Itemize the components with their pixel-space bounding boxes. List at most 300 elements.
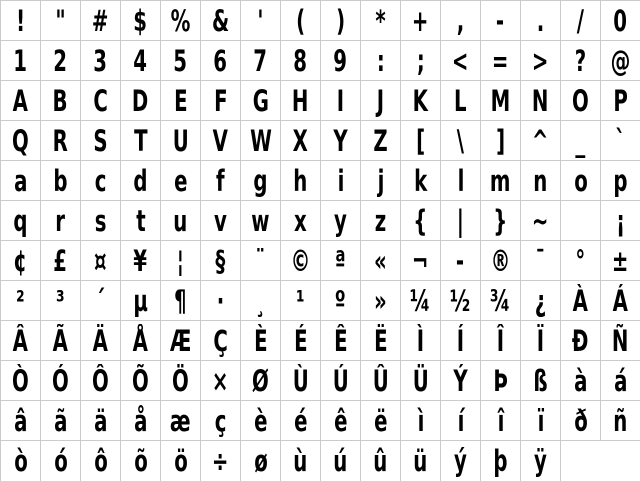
glyph: % — [170, 3, 191, 38]
glyph: Ê — [333, 323, 348, 358]
glyph-cell[interactable] — [361, 361, 401, 401]
glyph-cell[interactable] — [521, 241, 561, 281]
glyph-cell[interactable] — [41, 401, 81, 441]
glyph: ? — [574, 43, 587, 78]
glyph-cell[interactable] — [1, 321, 41, 361]
glyph: ¨ — [255, 243, 266, 278]
glyph-cell[interactable] — [161, 241, 201, 281]
glyph: | — [456, 203, 465, 238]
glyph-cell[interactable] — [481, 401, 521, 441]
glyph-cell[interactable] — [401, 41, 441, 81]
glyph: 6 — [213, 43, 228, 78]
glyph-cell[interactable] — [201, 161, 241, 201]
glyph-cell[interactable] — [161, 201, 201, 241]
glyph: ] — [495, 123, 506, 158]
glyph: 5 — [173, 43, 188, 78]
glyph-cell[interactable] — [41, 41, 81, 81]
glyph-cell[interactable] — [601, 161, 640, 201]
glyph-cell[interactable] — [481, 241, 521, 281]
glyph: Í — [456, 323, 465, 358]
glyph: é — [293, 403, 308, 438]
glyph: x — [294, 203, 307, 238]
glyph-cell[interactable] — [81, 41, 121, 81]
glyph: ê — [333, 403, 348, 438]
glyph-cell[interactable] — [81, 241, 121, 281]
glyph-cell[interactable] — [561, 121, 601, 161]
glyph-cell[interactable] — [241, 41, 281, 81]
glyph-cell[interactable] — [361, 121, 401, 161]
glyph: õ — [133, 444, 148, 478]
glyph-cell[interactable] — [361, 161, 401, 201]
glyph-cell[interactable] — [81, 321, 121, 361]
glyph: » — [374, 283, 387, 318]
glyph-cell[interactable] — [201, 441, 241, 481]
glyph-cell[interactable] — [201, 281, 241, 321]
glyph: Ò — [12, 363, 29, 398]
glyph-cell[interactable] — [601, 241, 640, 281]
glyph-cell[interactable] — [121, 121, 161, 161]
glyph-cell[interactable] — [281, 401, 321, 441]
glyph-cell[interactable] — [41, 121, 81, 161]
glyph: B — [52, 83, 69, 118]
glyph: ° — [575, 243, 586, 278]
glyph-cell[interactable] — [121, 441, 161, 481]
glyph-cell[interactable] — [1, 121, 41, 161]
glyph-cell[interactable] — [41, 361, 81, 401]
glyph: ¥ — [133, 243, 148, 278]
glyph-cell[interactable] — [361, 281, 401, 321]
glyph: Ç — [213, 323, 228, 358]
glyph-cell[interactable] — [81, 441, 121, 481]
glyph: × — [212, 363, 229, 398]
glyph-cell[interactable] — [241, 161, 281, 201]
char-row — [1, 281, 640, 321]
glyph-cell[interactable] — [441, 1, 481, 41]
glyph-cell[interactable] — [241, 321, 281, 361]
glyph: Ö — [172, 363, 189, 398]
glyph-cell[interactable] — [521, 361, 561, 401]
glyph: [ — [415, 123, 426, 158]
glyph: â — [13, 403, 28, 438]
glyph: } — [493, 203, 508, 238]
glyph-cell[interactable] — [241, 121, 281, 161]
glyph-cell[interactable] — [321, 361, 361, 401]
glyph-cell[interactable] — [281, 361, 321, 401]
glyph-cell[interactable] — [561, 401, 601, 441]
glyph: í — [457, 403, 464, 438]
glyph-cell[interactable] — [361, 1, 401, 41]
glyph-cell[interactable] — [241, 241, 281, 281]
glyph-cell[interactable] — [401, 161, 441, 201]
glyph-cell[interactable] — [521, 41, 561, 81]
glyph-cell[interactable] — [41, 241, 81, 281]
glyph-cell[interactable] — [321, 201, 361, 241]
glyph-cell[interactable] — [281, 161, 321, 201]
glyph-cell[interactable] — [321, 441, 361, 481]
glyph-cell[interactable] — [601, 361, 640, 401]
glyph-cell[interactable] — [201, 241, 241, 281]
glyph: H — [292, 83, 309, 118]
glyph-cell[interactable] — [321, 321, 361, 361]
glyph-cell[interactable] — [81, 281, 121, 321]
glyph: À — [572, 283, 589, 318]
glyph: F — [213, 83, 228, 118]
glyph: 4 — [133, 43, 148, 78]
glyph-cell[interactable] — [401, 81, 441, 121]
glyph-cell[interactable] — [201, 1, 241, 41]
glyph: M — [490, 83, 511, 118]
glyph-cell[interactable] — [121, 241, 161, 281]
glyph-cell[interactable] — [481, 41, 521, 81]
glyph-cell[interactable] — [561, 161, 601, 201]
glyph-cell[interactable] — [561, 281, 601, 321]
glyph-cell[interactable] — [281, 41, 321, 81]
glyph-cell[interactable] — [481, 161, 521, 201]
char-row — [1, 321, 640, 361]
glyph: ¬ — [412, 243, 429, 278]
glyph: ï — [537, 403, 544, 438]
glyph: æ — [170, 403, 191, 438]
glyph: S — [93, 123, 108, 158]
glyph-cell[interactable] — [561, 361, 601, 401]
glyph-cell[interactable] — [1, 41, 41, 81]
glyph-cell[interactable] — [121, 1, 161, 41]
glyph: G — [252, 83, 269, 118]
glyph-cell[interactable] — [601, 321, 640, 361]
glyph: ã — [53, 403, 68, 438]
glyph-cell[interactable] — [241, 401, 281, 441]
glyph-cell[interactable] — [1, 241, 41, 281]
glyph-cell[interactable] — [441, 321, 481, 361]
glyph: Õ — [132, 363, 149, 398]
glyph: å — [133, 403, 148, 438]
glyph-cell[interactable] — [161, 161, 201, 201]
glyph: 3 — [93, 43, 108, 78]
glyph-cell[interactable] — [441, 161, 481, 201]
glyph-cell[interactable] — [521, 401, 561, 441]
glyph-cell[interactable] — [601, 81, 640, 121]
glyph: ¦ — [176, 243, 185, 278]
glyph-cell[interactable] — [81, 81, 121, 121]
glyph: j — [377, 163, 384, 198]
glyph: & — [211, 3, 230, 38]
glyph-cell[interactable] — [161, 121, 201, 161]
char-row — [1, 441, 640, 481]
glyph: ' — [257, 3, 264, 38]
glyph-cell[interactable] — [361, 41, 401, 81]
glyph-cell[interactable] — [241, 361, 281, 401]
glyph-cell[interactable] — [81, 201, 121, 241]
glyph-cell[interactable] — [41, 161, 81, 201]
glyph-cell[interactable] — [281, 81, 321, 121]
glyph-cell[interactable] — [121, 81, 161, 121]
glyph: > — [532, 43, 549, 78]
glyph: þ — [493, 444, 508, 478]
glyph-cell[interactable] — [281, 241, 321, 281]
glyph-cell[interactable] — [481, 441, 521, 481]
glyph-cell[interactable] — [241, 201, 281, 241]
glyph: Ü — [412, 363, 429, 398]
glyph-cell[interactable] — [121, 41, 161, 81]
char-row — [1, 401, 640, 441]
glyph-cell[interactable] — [441, 121, 481, 161]
glyph: t — [135, 203, 146, 238]
glyph-cell[interactable] — [401, 201, 441, 241]
glyph-cell[interactable] — [441, 401, 481, 441]
char-row — [1, 361, 640, 401]
glyph: P — [613, 83, 628, 118]
glyph-cell[interactable] — [401, 281, 441, 321]
glyph-cell[interactable] — [601, 281, 640, 321]
glyph-cell[interactable] — [1, 201, 41, 241]
glyph-cell[interactable] — [161, 361, 201, 401]
glyph-cell[interactable] — [81, 1, 121, 41]
glyph-cell[interactable] — [321, 41, 361, 81]
glyph-cell[interactable] — [1, 81, 41, 121]
glyph: $ — [133, 3, 148, 38]
glyph-cell[interactable] — [521, 161, 561, 201]
glyph-cell[interactable] — [481, 201, 521, 241]
glyph-cell[interactable] — [201, 41, 241, 81]
glyph-cell[interactable] — [241, 1, 281, 41]
glyph-cell[interactable] — [161, 1, 201, 41]
glyph-cell[interactable] — [361, 401, 401, 441]
glyph-cell[interactable] — [201, 121, 241, 161]
glyph: r — [55, 203, 66, 238]
glyph-cell[interactable] — [41, 441, 81, 481]
glyph: X — [292, 123, 309, 158]
glyph: q — [13, 203, 28, 238]
glyph: û — [373, 444, 388, 478]
glyph-cell[interactable] — [241, 281, 281, 321]
glyph-cell[interactable] — [521, 441, 561, 481]
glyph-cell[interactable] — [401, 361, 441, 401]
char-row — [1, 41, 640, 81]
glyph-cell[interactable] — [521, 281, 561, 321]
glyph: á — [613, 363, 628, 398]
glyph-cell[interactable] — [401, 241, 441, 281]
glyph: 9 — [333, 43, 348, 78]
glyph: D — [132, 83, 149, 118]
glyph-cell[interactable] — [161, 81, 201, 121]
glyph-cell[interactable] — [121, 321, 161, 361]
glyph-cell[interactable] — [601, 121, 640, 161]
glyph-cell[interactable] — [561, 81, 601, 121]
glyph: J — [376, 83, 385, 118]
glyph: µ — [133, 283, 148, 318]
glyph-cell[interactable] — [121, 161, 161, 201]
glyph-cell[interactable] — [361, 241, 401, 281]
glyph: < — [452, 43, 469, 78]
glyph-cell[interactable] — [601, 201, 640, 241]
glyph: Ù — [292, 363, 309, 398]
glyph-cell[interactable] — [401, 401, 441, 441]
glyph: # — [92, 3, 109, 38]
glyph-cell[interactable] — [321, 121, 361, 161]
glyph-cell[interactable] — [281, 201, 321, 241]
glyph: © — [290, 243, 311, 278]
glyph: f — [216, 163, 225, 198]
glyph-cell[interactable] — [121, 361, 161, 401]
glyph-cell[interactable] — [481, 1, 521, 41]
glyph: ì — [417, 403, 424, 438]
glyph: ) — [335, 3, 346, 38]
glyph: Â — [12, 323, 29, 358]
glyph-cell[interactable] — [401, 1, 441, 41]
glyph-cell[interactable] — [1, 441, 41, 481]
glyph: ¡ — [615, 203, 625, 238]
glyph: z — [374, 203, 387, 238]
glyph-cell[interactable] — [361, 441, 401, 481]
glyph-cell[interactable] — [481, 121, 521, 161]
glyph-cell[interactable] — [441, 41, 481, 81]
glyph-cell[interactable] — [41, 281, 81, 321]
glyph-cell[interactable] — [601, 401, 640, 441]
glyph: E — [173, 83, 188, 118]
glyph-cell[interactable] — [41, 321, 81, 361]
char-row — [1, 121, 640, 161]
glyph: ô — [93, 444, 108, 478]
glyph: à — [573, 363, 588, 398]
glyph: e — [173, 163, 188, 198]
glyph: ¶ — [174, 283, 187, 318]
glyph-cell[interactable] — [441, 201, 481, 241]
glyph-cell[interactable] — [481, 281, 521, 321]
glyph-cell[interactable] — [441, 241, 481, 281]
glyph: h — [293, 163, 308, 198]
glyph-cell[interactable] — [441, 361, 481, 401]
glyph-cell[interactable] — [401, 121, 441, 161]
glyph: ³ — [56, 283, 65, 318]
glyph-cell[interactable] — [561, 241, 601, 281]
glyph: c — [94, 163, 107, 198]
glyph-cell[interactable] — [281, 281, 321, 321]
glyph-cell[interactable] — [441, 81, 481, 121]
glyph: 1 — [13, 43, 28, 78]
glyph: I — [336, 83, 345, 118]
glyph-cell[interactable] — [1, 361, 41, 401]
glyph: ` — [615, 123, 626, 158]
glyph: _ — [575, 123, 586, 158]
glyph-cell[interactable] — [521, 121, 561, 161]
glyph: · — [216, 283, 225, 318]
glyph-cell[interactable] — [41, 201, 81, 241]
glyph-cell[interactable] — [1, 161, 41, 201]
glyph-cell[interactable] — [321, 281, 361, 321]
glyph-cell[interactable] — [81, 401, 121, 441]
glyph-cell[interactable] — [321, 161, 361, 201]
glyph-cell[interactable] — [1, 281, 41, 321]
glyph-cell[interactable] — [441, 281, 481, 321]
glyph-cell[interactable] — [401, 321, 441, 361]
glyph: ^ — [532, 123, 549, 158]
glyph-cell[interactable] — [161, 41, 201, 81]
glyph: ç — [214, 403, 227, 438]
glyph-cell[interactable] — [281, 321, 321, 361]
glyph-cell[interactable] — [521, 321, 561, 361]
glyph: « — [374, 243, 387, 278]
glyph-cell[interactable] — [161, 321, 201, 361]
glyph-cell[interactable] — [81, 161, 121, 201]
glyph: V — [212, 123, 229, 158]
glyph-cell[interactable] — [241, 441, 281, 481]
glyph: ø — [253, 444, 268, 478]
glyph-cell[interactable] — [521, 81, 561, 121]
glyph-cell[interactable] — [561, 41, 601, 81]
glyph: o — [573, 163, 588, 198]
glyph: - — [456, 243, 465, 278]
glyph: ~ — [532, 203, 549, 238]
glyph: * — [375, 3, 386, 38]
glyph: N — [532, 83, 549, 118]
glyph-cell[interactable] — [521, 201, 561, 241]
glyph: ; — [416, 43, 425, 78]
glyph-cell[interactable] — [201, 401, 241, 441]
glyph-cell[interactable] — [1, 401, 41, 441]
glyph-cell[interactable] — [481, 81, 521, 121]
glyph-cell[interactable] — [161, 281, 201, 321]
glyph: y — [334, 203, 347, 238]
glyph-cell[interactable] — [121, 401, 161, 441]
glyph-cell[interactable] — [41, 81, 81, 121]
glyph-cell[interactable] — [361, 81, 401, 121]
glyph-cell[interactable] — [361, 201, 401, 241]
glyph: Ú — [332, 363, 349, 398]
glyph-cell[interactable] — [41, 1, 81, 41]
glyph: ª — [334, 243, 347, 278]
glyph-cell[interactable] — [401, 441, 441, 481]
glyph: \ — [456, 123, 465, 158]
glyph-cell[interactable] — [321, 1, 361, 41]
glyph-cell[interactable] — [241, 81, 281, 121]
glyph-cell[interactable] — [121, 281, 161, 321]
glyph-cell[interactable] — [441, 441, 481, 481]
glyph-cell[interactable] — [201, 81, 241, 121]
glyph-cell[interactable] — [321, 401, 361, 441]
glyph-cell[interactable] — [561, 1, 601, 41]
glyph-cell[interactable] — [561, 321, 601, 361]
glyph-cell[interactable] — [201, 201, 241, 241]
glyph: { — [413, 203, 428, 238]
glyph-cell[interactable] — [361, 321, 401, 361]
glyph-cell[interactable] — [201, 361, 241, 401]
glyph: ¤ — [94, 243, 107, 278]
glyph: ñ — [613, 403, 628, 438]
glyph-cell[interactable] — [281, 121, 321, 161]
glyph-cell[interactable] — [601, 1, 640, 41]
glyph: ð — [573, 403, 588, 438]
glyph-cell[interactable] — [601, 41, 640, 81]
glyph: g — [253, 163, 268, 198]
glyph-cell[interactable] — [561, 201, 601, 241]
glyph-cell[interactable] — [121, 201, 161, 241]
glyph-cell[interactable] — [321, 81, 361, 121]
glyph-cell[interactable] — [481, 321, 521, 361]
glyph-cell[interactable] — [81, 121, 121, 161]
glyph-cell[interactable] — [1, 1, 41, 41]
glyph-cell[interactable] — [161, 441, 201, 481]
glyph-cell[interactable] — [161, 401, 201, 441]
glyph-cell[interactable] — [521, 1, 561, 41]
glyph-cell[interactable] — [81, 361, 121, 401]
glyph-cell[interactable] — [481, 361, 521, 401]
glyph-cell[interactable] — [281, 441, 321, 481]
glyph-cell[interactable] — [201, 321, 241, 361]
glyph: Ï — [536, 323, 545, 358]
glyph: + — [412, 3, 429, 38]
glyph-cell[interactable] — [321, 241, 361, 281]
glyph-cell[interactable] — [281, 1, 321, 41]
